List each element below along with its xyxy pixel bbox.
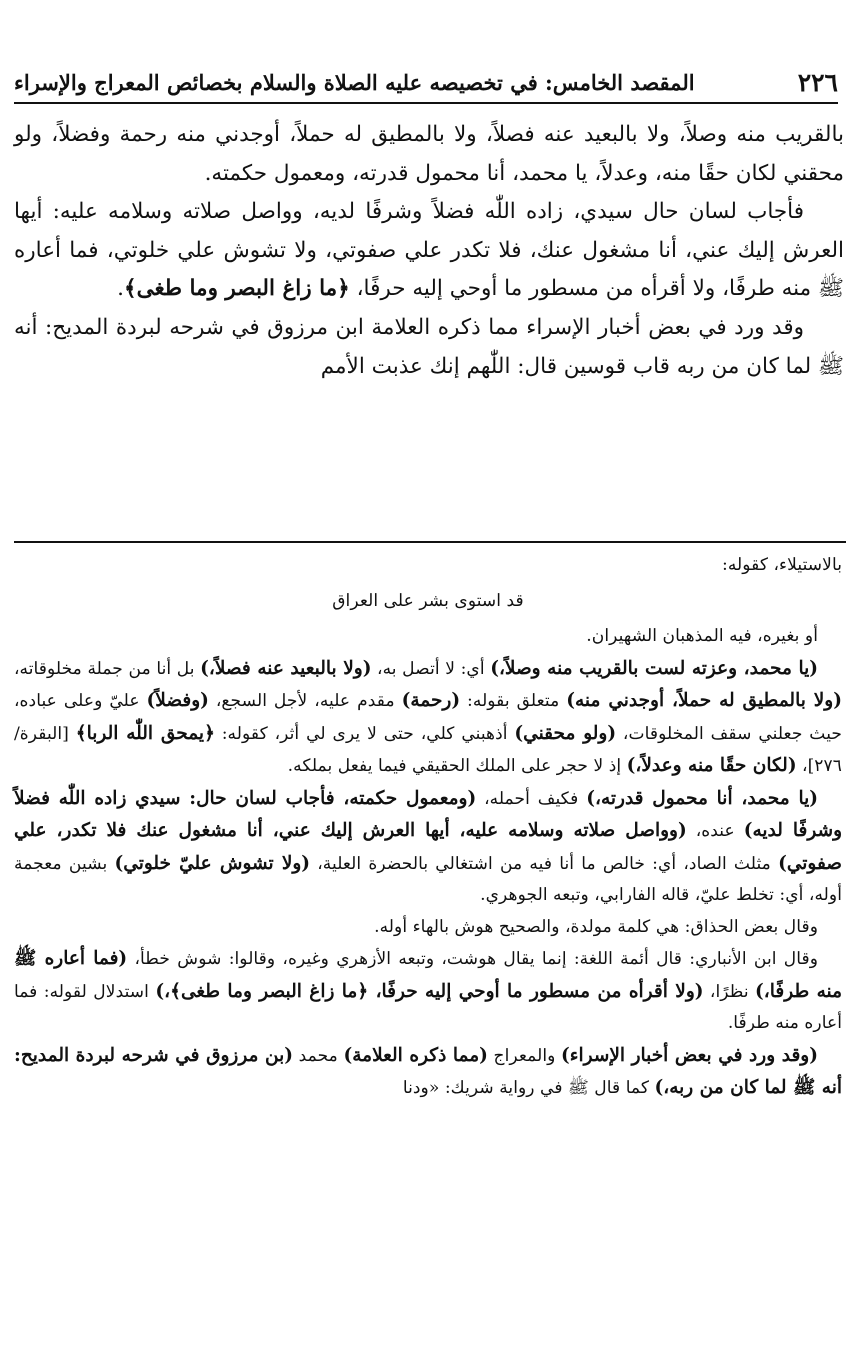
main-paragraph <box>14 193 844 309</box>
commentary-body <box>14 653 842 1105</box>
quoted-matn: (مما ذكره العلامة) <box>343 1044 488 1066</box>
quoted-matn: (يا محمد، وعزته لست بالقريب منه وصلاً،) <box>490 657 818 679</box>
commentary-text: عليّ وعلى عباده، حيث جعلني سقف المخلوقات، <box>14 691 842 744</box>
page-number: ٢٢٦ <box>797 67 838 97</box>
quoted-matn: (رحمة) <box>401 690 461 711</box>
commentary-text: كما قال ﷺ في رواية شريك: «ودنا <box>402 1078 655 1098</box>
poetry-verse: قد استوى بشر على العراق <box>332 590 524 611</box>
main-text <box>14 116 844 386</box>
commentary-text: أذهبني كلي، حتى لا يرى لي أثر، كقوله: <box>214 723 515 744</box>
quoted-matn: ﴿يمحق اللّٰه الربا﴾ <box>75 722 215 744</box>
chapter-title: المقصد الخامس: في تخصيصه عليه الصلاة والسلام بخصائص المعراج والإسراء <box>14 69 695 95</box>
commentary-line: أو بغيره، فيه المذهبان الشهيران. <box>586 626 818 646</box>
quoted-matn: (وواصل صلاته وسلامه عليه، أيها العرش إليك عني، أنا مشغول عنك فلا تكدر، علي صفوتي) <box>14 820 843 874</box>
commentary-paragraph <box>14 783 842 912</box>
quoted-matn: (وقد ورد في بعض أخبار الإسراء) <box>561 1044 818 1066</box>
commentary-text: محمد <box>293 1045 344 1066</box>
quoted-matn: (وفضلاً) <box>146 690 209 711</box>
text-run: فأجاب لسان حال سيدي، زاده اللّٰه فضلاً وشرفًا لديه، وواصل صلاته وسلامه عليه: أيها العرش إليك عني، أنا مشغول عنك، فلا تكدر علي صفوتي، ولا تشوش علي خلوتي، فما أعاره ﷺ منه طرفًا، ولا أقرأه من مسطور ما أوحي إليه حرفًا، <box>14 199 844 302</box>
footnote-divider <box>14 541 846 543</box>
commentary-text: إذ لا حجر على الملك الحقيقي فيما يفعل بملكه. <box>287 756 627 776</box>
commentary-text: أي: لا أتصل به، <box>371 658 491 679</box>
commentary-text: [البقرة/٢٧٦]، <box>14 723 842 776</box>
main-paragraph <box>14 116 844 193</box>
commentary-text: مثلث الصاد، أي: خالص ما أنا فيه من اشتغالي بالحضرة العلية، <box>310 853 779 874</box>
commentary <box>14 550 842 1105</box>
quoted-matn: (يا محمد، أنا محمول قدرته،) <box>586 787 818 809</box>
commentary-paragraph <box>14 912 842 944</box>
commentary-intro: بالاستيلاء، كقوله: <box>722 555 842 575</box>
commentary-text: والمعراج <box>487 1045 562 1066</box>
commentary-text: نظرًا، <box>703 981 756 1002</box>
quoted-matn: (ولا تشوش عليّ خلوتي) <box>114 852 311 874</box>
commentary-text: عنده، <box>686 821 744 841</box>
text-run: . <box>117 276 125 302</box>
commentary-text: وقال ابن الأنباري: قال أئمة اللغة: إنما يقال هوشت، وتبعه الأزهري وغيره، وقالوا: شوش خطأ، <box>127 949 818 969</box>
quoted-matn: (بن مرزوق في شرحه لبردة المديح: أنه ﷺ لما كان من ربه،) <box>14 1044 842 1098</box>
commentary-text: وقال بعض الحذاق: هي كلمة مولدة، والصحيح هوش بالهاء أوله. <box>374 916 818 937</box>
commentary-text: بل أنا من جملة مخلوقاته، <box>14 658 201 679</box>
commentary-paragraph <box>14 653 842 783</box>
main-paragraph <box>14 309 844 386</box>
commentary-text: بشين معجمة أوله، أي: تخلط عليّ، قاله الفارابي، وتبعه الجوهري. <box>14 853 842 905</box>
quoted-matn: (لكان حقًا منه وعدلاً،) <box>626 755 797 776</box>
commentary-paragraph <box>14 943 842 1040</box>
quoted-matn: (فما أعاره ﷺ منه طرفًا،) <box>14 948 842 1002</box>
page-header <box>14 62 838 104</box>
quoted-matn: (ولا أقرأه من مسطور ما أوحي إليه حرفًا، ﴿ما زاغ البصر وما طغى﴾،) <box>155 980 704 1002</box>
commentary-text: استدلال لقوله: فما أعاره منه طرفًا. <box>14 981 842 1033</box>
quoted-matn: (ولو محقني) <box>514 722 617 744</box>
quoted-matn: (ولا بالمطيق له حملاً، أوجدني منه) <box>566 690 842 711</box>
commentary-paragraph <box>14 1040 842 1105</box>
commentary-text: متعلق بقوله: <box>460 691 567 711</box>
text-run: بالقريب منه وصلاً، ولا بالبعيد عنه فصلاً، ولا بالمطيق له حملاً، أوجدني منه رحمة وفضلاً، ولو محقني لكان حقًا منه، وعدلاً، يا محمد، أنا محمول قدرته، ومعمول حكمته. <box>14 122 845 186</box>
quoted-matn: (ولا بالبعيد عنه فصلاً،) <box>200 657 372 679</box>
commentary-text: مقدم عليه، لأجل السجع، <box>208 691 402 711</box>
text-run: وقد ورد في بعض أخبار الإسراء مما ذكره العلامة ابن مرزوق في شرحه لبردة المديح: أنه ﷺ لما كان من ربه قاب قوسين قال: اللّٰهم إنك عذبت الأمم <box>14 314 844 379</box>
commentary-text: فكيف أحمله، <box>476 788 587 809</box>
quoted-matn: (ومعمول حكمته، فأجاب لسان حال: سيدي زاده اللّٰه فضلاً وشرفًا لديه) <box>14 787 842 841</box>
quran-quote: ﴿ما زاغ البصر وما طغى﴾ <box>124 276 350 302</box>
